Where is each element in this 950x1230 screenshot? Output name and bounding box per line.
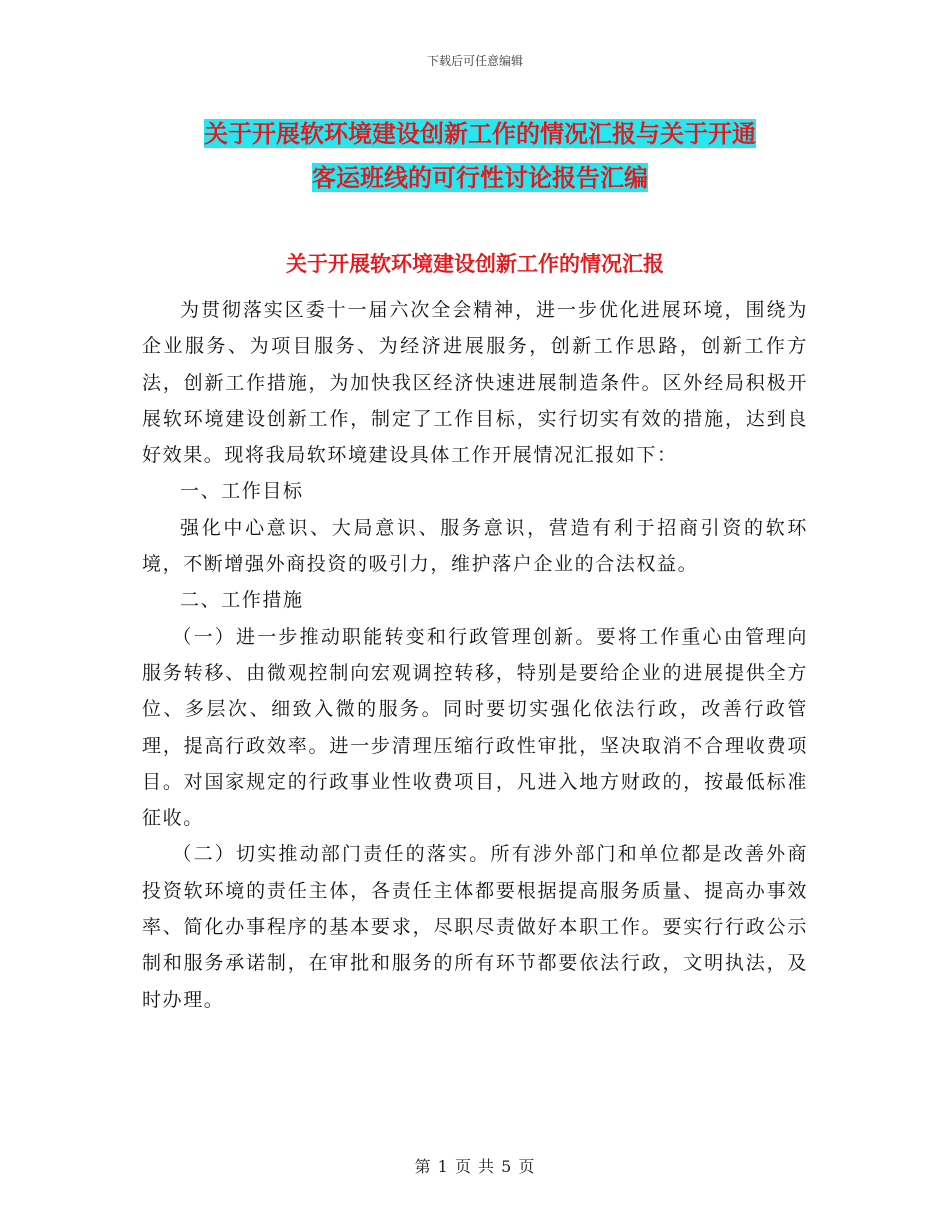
section-title: 关于开展软环境建设创新工作的情况汇报 bbox=[286, 251, 664, 276]
document-title bbox=[140, 112, 820, 200]
document-title-line-1: 关于开展软环境建设创新工作的情况汇报与关于开通 bbox=[204, 119, 756, 148]
document-title-line-2: 客运班线的可行性讨论报告汇编 bbox=[312, 163, 648, 192]
paragraph-measure-2: （二）切实推动部门责任的落实。所有涉外部门和单位都是改善外商投资软环境的责任主体，各责任主体都要根据提高服务质量、提高办事效率、简化办事程序的基本要求，尽职尽责做好本职工作。要实行行政公示制和服务承诺制，在审批和服务的所有环节都要依法行政，文明执法，及时办理。 bbox=[142, 843, 808, 1011]
heading-work-goals: 一、工作目标 bbox=[180, 480, 304, 503]
paragraph-measure-1: （一）进一步推动职能转变和行政管理创新。要将工作重心由管理向服务转移、由微观控制向宏观调控转移，特别是要给企业的进展提供全方位、多层次、细致入微的服务。同时要切实强化依法行政，改善行政管理，提高行政效率。进一步清理压缩行政性审批，坚决取消不合理收费项目。对国家规定的行政事业性收费项目，凡进入地方财政的，按最低标准征收。 bbox=[142, 625, 808, 830]
heading-work-measures: 二、工作措施 bbox=[180, 589, 304, 612]
paragraph-work-goals: 强化中心意识、大局意识、服务意识，营造有利于招商引资的软环境，不断增强外商投资的吸引力，维护落户企业的合法权益。 bbox=[142, 516, 808, 576]
paragraph-intro: 为贯彻落实区委十一届六次全会精神，进一步优化进展环境，围绕为企业服务、为项目服务、为经济进展服务，创新工作思路，创新工作方法，创新工作措施，为加快我区经济快速进展制造条件。区外经局积极开展软环境建设创新工作，制定了工作目标，实行切实有效的措施，达到良好效果。现将我局软环境建设具体工作开展情况汇报如下： bbox=[142, 299, 808, 467]
page-header: 下载后可任意编辑 bbox=[426, 54, 523, 68]
page-number: 第 1 页 共 5 页 bbox=[414, 1157, 536, 1176]
document-body bbox=[142, 292, 808, 1018]
